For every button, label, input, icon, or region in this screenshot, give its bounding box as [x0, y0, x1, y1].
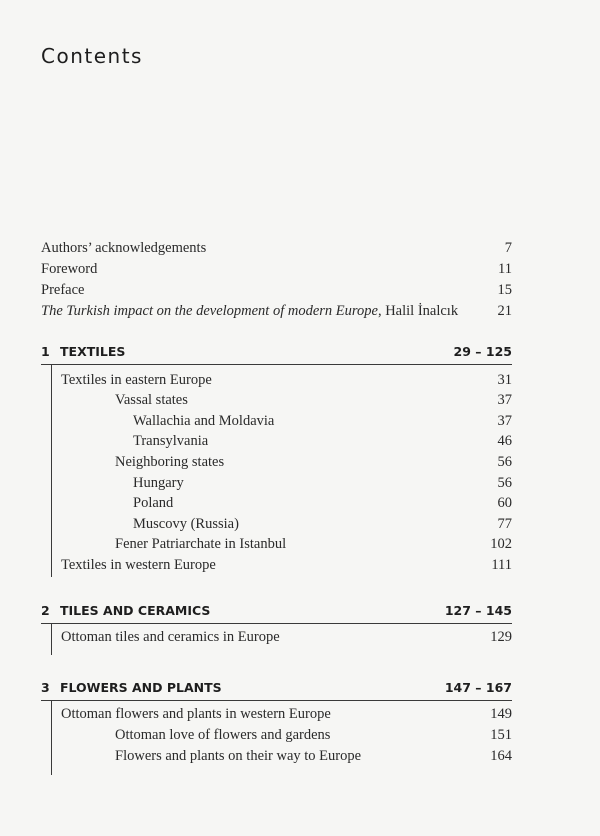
chapter-number: 2 [41, 603, 50, 618]
chapter-rule [41, 364, 512, 365]
chapter-name: TEXTILES [60, 344, 126, 359]
toc-entry [0, 473, 600, 494]
toc-entry [0, 390, 600, 411]
entry-text: Textiles in western Europe [61, 557, 216, 573]
toc-entry [0, 555, 600, 576]
entry-text: Hungary [133, 475, 184, 491]
chapter-title [41, 341, 125, 363]
entry-page: 37 [497, 413, 512, 429]
chapter-name: TILES AND CERAMICS [60, 603, 211, 618]
chapter-heading-2 [0, 600, 600, 622]
chapter-heading-3 [0, 677, 600, 699]
toc-entry [0, 514, 600, 535]
entry-text: Wallachia and Moldavia [133, 413, 275, 429]
entry-page: 31 [497, 372, 512, 388]
entry-page: 21 [497, 303, 512, 319]
chapter-name: FLOWERS AND PLANTS [60, 680, 222, 695]
chapter-pages: 147 – 167 [444, 680, 512, 695]
entry-page: 56 [497, 475, 512, 491]
entry-text: Ottoman love of flowers and gardens [115, 727, 331, 743]
toc-entry-foreword [0, 259, 600, 280]
entry-text: Textiles in eastern Europe [61, 372, 212, 388]
toc-entry [0, 746, 600, 767]
entry-text: Poland [133, 495, 174, 511]
entry-page: 164 [490, 748, 512, 764]
entry-page: 111 [491, 557, 512, 573]
chapter-title [41, 677, 222, 699]
entry-text: Flowers and plants on their way to Europe [115, 748, 362, 764]
toc-entry-acknowledgements [0, 238, 600, 259]
page-title: Contents [41, 44, 143, 68]
entry-page: 151 [490, 727, 512, 743]
entry-text: Muscovy (Russia) [133, 516, 239, 532]
entry-page: 56 [497, 454, 512, 470]
entry-page: 46 [497, 433, 512, 449]
entry-text: Transylvania [133, 433, 209, 449]
toc-entry [0, 627, 600, 648]
chapter-rule [41, 700, 512, 701]
entry-text: Vassal states [115, 392, 188, 408]
entry-page: 102 [490, 536, 512, 552]
toc-entry-preface [0, 280, 600, 301]
essay-author: , Halil İnalcık [377, 303, 459, 319]
entry-page: 60 [497, 495, 512, 511]
chapter-rule [41, 623, 512, 624]
chapter-title [41, 600, 210, 622]
essay-title: The Turkish impact on the development of modern Europe [41, 303, 378, 319]
chapter-heading-1 [0, 341, 600, 363]
chapter-pages: 29 – 125 [453, 344, 512, 359]
toc-entry-turkish-impact [0, 301, 600, 322]
toc-entry [0, 411, 600, 432]
entry-text [41, 301, 458, 322]
entry-page: 129 [490, 629, 512, 645]
toc-entry [0, 431, 600, 452]
toc-entry [0, 725, 600, 746]
toc-entry [0, 704, 600, 725]
entry-text: Foreword [41, 261, 98, 277]
entry-page: 77 [497, 516, 512, 532]
entry-text: Authors’ acknowledgements [41, 240, 207, 256]
entry-page: 11 [498, 261, 512, 277]
entry-page: 15 [497, 282, 512, 298]
toc-entry [0, 534, 600, 555]
entry-text: Ottoman tiles and ceramics in Europe [61, 629, 280, 645]
entry-page: 37 [497, 392, 512, 408]
entry-text: Ottoman flowers and plants in western Europe [61, 706, 331, 722]
chapter-number: 3 [41, 680, 50, 695]
entry-text: Neighboring states [115, 454, 225, 470]
toc-entry [0, 452, 600, 473]
entry-page: 7 [504, 240, 512, 256]
toc-entry [0, 370, 600, 391]
entry-page: 149 [490, 706, 512, 722]
entry-text: Fener Patriarchate in Istanbul [115, 536, 287, 552]
chapter-number: 1 [41, 344, 50, 359]
toc-entry [0, 493, 600, 514]
chapter-pages: 127 – 145 [444, 603, 512, 618]
entry-text: Preface [41, 282, 85, 298]
